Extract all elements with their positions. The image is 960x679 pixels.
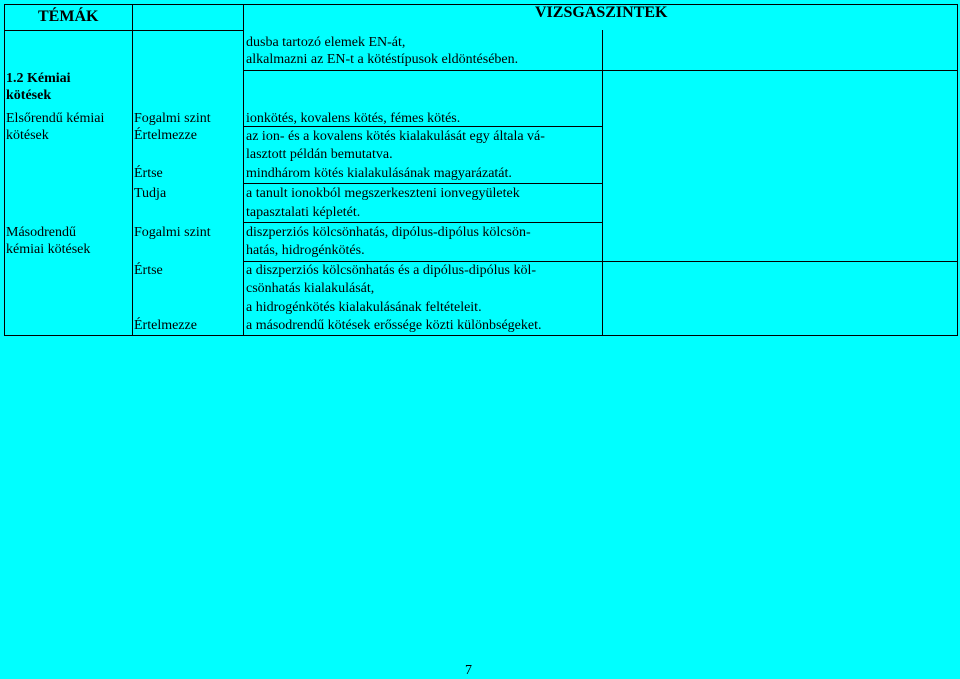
level-ertse-1: Értse <box>134 166 163 181</box>
intro-divider <box>243 70 602 71</box>
content-4-line-1: a tanult ionokból megszerkeszteni ionvegyületek <box>246 186 520 201</box>
col-divider-1 <box>132 4 133 336</box>
masodrendu-label-2: kémiai kötések <box>6 242 91 257</box>
intro-line-1: dusba tartozó elemek EN-át, <box>246 35 406 50</box>
right-divider-1 <box>602 70 958 71</box>
col-divider-2 <box>243 4 244 336</box>
col-divider-3 <box>602 30 603 336</box>
right-divider-2 <box>602 261 958 262</box>
table-bottom-border <box>4 335 958 336</box>
level-ertse-2: Értse <box>134 263 163 278</box>
level-fogalmi-szint-1: Fogalmi szint <box>134 111 211 126</box>
table-right-border <box>957 4 958 336</box>
topic-title-line-2: kötések <box>6 88 52 103</box>
header-divider <box>4 30 244 31</box>
content-2-line-2: lasztott példán bemutatva. <box>246 147 393 162</box>
content-3: mindhárom kötés kialakulásának magyarázatát. <box>246 166 512 181</box>
table-left-border <box>4 4 5 336</box>
elsorendu-label-1: Elsőrendű kémiai <box>6 111 105 126</box>
page-number: 7 <box>465 663 472 678</box>
content-6-line-3: a hidrogénkötés kialakulásának feltételeit. <box>246 300 482 315</box>
content-2-line-1: az ion- és a kovalens kötés kialakulását egy általa vá- <box>246 129 545 144</box>
intro-line-2: alkalmazni az EN-t a kötéstípusok eldöntésében. <box>246 52 519 67</box>
level-ertelmezze-2: Értelmezze <box>134 318 197 333</box>
row-divider-4 <box>243 261 602 262</box>
content-7: a másodrendű kötések erőssége közti különbségeket. <box>246 318 542 333</box>
level-tudja: Tudja <box>134 186 167 201</box>
content-6-line-1: a diszperziós kölcsönhatás és a dipólus-dipólus köl- <box>246 263 537 278</box>
level-ertelmezze-1: Értelmezze <box>134 128 197 143</box>
row-divider-2 <box>243 183 602 184</box>
table-top-border <box>4 4 958 5</box>
level-fogalmi-szint-2: Fogalmi szint <box>134 225 211 240</box>
content-6-line-2: csönhatás kialakulását, <box>246 281 375 296</box>
header-vizsgaszintek: VIZSGASZINTEK <box>535 4 668 21</box>
content-5-line-2: hatás, hidrogénkötés. <box>246 243 365 258</box>
content-5-line-1: diszperziós kölcsönhatás, dipólus-dipólus kölcsön- <box>246 225 531 240</box>
masodrendu-label-1: Másodrendű <box>6 225 76 240</box>
content-4-line-2: tapasztalati képletét. <box>246 205 361 220</box>
row-divider-3 <box>243 222 602 223</box>
topic-title-line-1: 1.2 Kémiai <box>6 71 71 86</box>
elsorendu-label-2: kötések <box>6 128 49 143</box>
content-1: ionkötés, kovalens kötés, fémes kötés. <box>246 111 461 126</box>
header-temak: TÉMÁK <box>38 8 99 25</box>
